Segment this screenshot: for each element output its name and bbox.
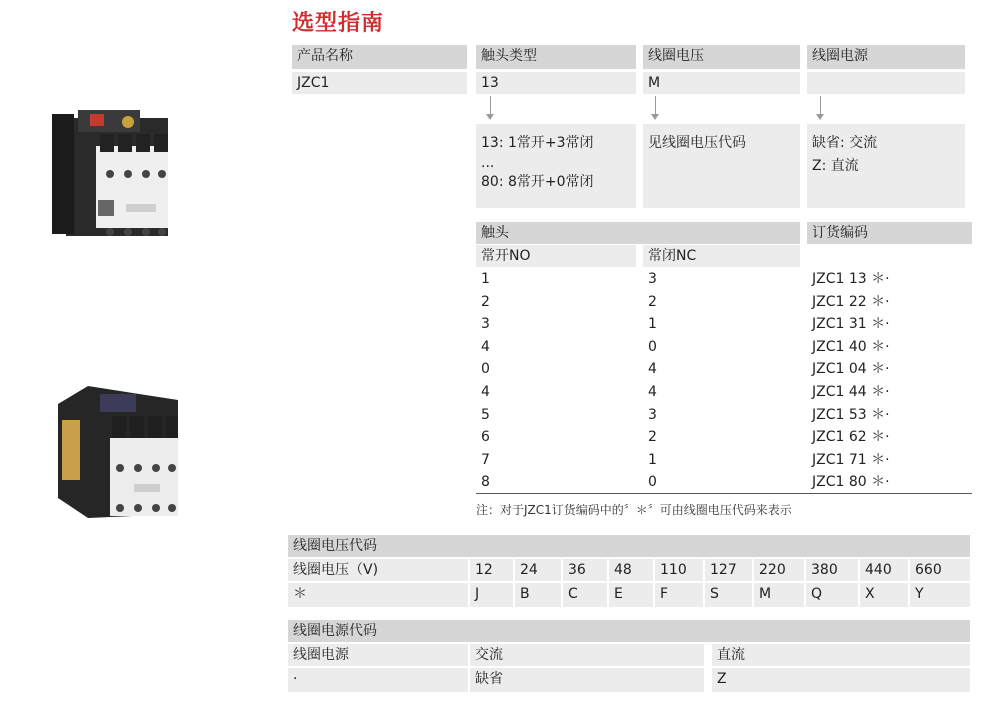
row-nc: 4 bbox=[648, 384, 657, 400]
row-no: 8 bbox=[481, 474, 490, 491]
voltage-code: J bbox=[470, 583, 513, 607]
voltage-value: 220 bbox=[754, 559, 804, 581]
order-code-note: 注：对于JZC1订货编码中的〞＊〞可由线圈电压代码来表示 bbox=[476, 503, 792, 517]
row-nc: 1 bbox=[648, 451, 657, 468]
row-no: 5 bbox=[481, 406, 490, 423]
row-no: 4 bbox=[481, 384, 490, 400]
value-product-name: JZC1 bbox=[292, 72, 467, 94]
arrow-line bbox=[655, 96, 656, 116]
row-nc: 0 bbox=[648, 338, 657, 355]
desc-voltage-line: 见线圈电压代码 bbox=[648, 135, 746, 151]
value-coil-voltage: M bbox=[643, 72, 800, 94]
nc-header: 常闭NC bbox=[643, 245, 800, 267]
voltage-code: Y bbox=[910, 583, 970, 607]
row-order-code: JZC1 31 ＊· bbox=[812, 316, 890, 333]
row-order-code: JZC1 44 ＊· bbox=[812, 384, 890, 400]
table-bottom-rule bbox=[476, 493, 972, 494]
header-coil-voltage: 线圈电压 bbox=[643, 45, 800, 69]
voltage-value: 127 bbox=[705, 559, 752, 581]
power-ac-code: 缺省 bbox=[470, 668, 704, 692]
header-contact-type: 触头类型 bbox=[476, 45, 636, 69]
row-no: 3 bbox=[481, 316, 490, 333]
desc-contact-line: ... bbox=[481, 155, 495, 171]
voltage-value: 110 bbox=[655, 559, 703, 581]
row-no: 4 bbox=[481, 338, 490, 355]
row-no: 7 bbox=[481, 451, 490, 468]
voltage-value: 48 bbox=[609, 559, 653, 581]
power-codes-title: 线圈电源代码 bbox=[288, 620, 970, 642]
voltage-code: S bbox=[705, 583, 752, 607]
page-title: 选型指南 bbox=[292, 11, 385, 36]
row-no: 0 bbox=[481, 361, 490, 378]
power-ac: 交流 bbox=[470, 644, 704, 666]
row-order-code: JZC1 40 ＊· bbox=[812, 338, 890, 355]
row-no: 2 bbox=[481, 293, 490, 310]
voltage-code: Q bbox=[806, 583, 858, 607]
voltage-code: C bbox=[563, 583, 607, 607]
voltage-value: 660 bbox=[910, 559, 970, 581]
arrow-line bbox=[820, 96, 821, 116]
desc-contact-line: 13: 1常开+3常闭 bbox=[481, 135, 594, 151]
header-product-name: 产品名称 bbox=[292, 45, 467, 69]
row-nc: 4 bbox=[648, 361, 657, 378]
arrow-down-icon bbox=[651, 114, 659, 120]
power-row-label: 线圈电源 bbox=[288, 644, 468, 666]
row-nc: 0 bbox=[648, 474, 657, 491]
row-nc: 2 bbox=[648, 429, 657, 446]
voltage-value: 440 bbox=[860, 559, 908, 581]
voltage-value: 12 bbox=[470, 559, 513, 581]
arrow-down-icon bbox=[816, 114, 824, 120]
row-order-code: JZC1 71 ＊· bbox=[812, 451, 890, 468]
desc-contact-line: 80: 8常开+0常闭 bbox=[481, 174, 594, 190]
contactor-photo-front bbox=[48, 108, 178, 246]
row-order-code: JZC1 80 ＊· bbox=[812, 474, 890, 491]
row-no: 1 bbox=[481, 271, 490, 287]
value-contact-type: 13 bbox=[476, 72, 636, 94]
desc-contact-type bbox=[476, 124, 636, 208]
voltage-code: F bbox=[655, 583, 703, 607]
no-header: 常开NO bbox=[476, 245, 636, 267]
row-nc: 2 bbox=[648, 293, 657, 310]
contacts-group-header: 触头 bbox=[476, 222, 800, 244]
voltage-row-label: 线圈电压（V) bbox=[288, 559, 468, 581]
voltage-value: 380 bbox=[806, 559, 858, 581]
row-order-code: JZC1 53 ＊· bbox=[812, 406, 890, 423]
row-order-code: JZC1 22 ＊· bbox=[812, 293, 890, 310]
row-nc: 3 bbox=[648, 271, 657, 287]
power-dc-code: Z bbox=[712, 668, 970, 692]
voltage-codes-title: 线圈电压代码 bbox=[288, 535, 970, 557]
power-code-label: · bbox=[288, 668, 468, 692]
row-order-code: JZC1 13 ＊· bbox=[812, 271, 890, 287]
row-nc: 1 bbox=[648, 316, 657, 333]
order-code-header: 订货编码 bbox=[807, 222, 972, 244]
voltage-value: 36 bbox=[563, 559, 607, 581]
row-order-code: JZC1 62 ＊· bbox=[812, 429, 890, 446]
desc-power-line: 缺省: 交流 bbox=[812, 135, 878, 151]
value-coil-power bbox=[807, 72, 965, 94]
voltage-code: X bbox=[860, 583, 908, 607]
row-nc: 3 bbox=[648, 406, 657, 423]
voltage-value: 24 bbox=[515, 559, 561, 581]
desc-coil-voltage bbox=[643, 124, 800, 208]
row-no: 6 bbox=[481, 429, 490, 446]
desc-coil-power bbox=[807, 124, 965, 208]
voltage-code: B bbox=[515, 583, 561, 607]
contactor-photo-angled bbox=[48, 380, 182, 520]
arrow-line bbox=[490, 96, 491, 116]
code-row-label: ＊ bbox=[288, 583, 468, 607]
header-coil-power: 线圈电源 bbox=[807, 45, 965, 69]
desc-power-line: Z: 直流 bbox=[812, 158, 859, 174]
voltage-code: M bbox=[754, 583, 804, 607]
row-order-code: JZC1 04 ＊· bbox=[812, 361, 890, 378]
arrow-down-icon bbox=[486, 114, 494, 120]
voltage-code: E bbox=[609, 583, 653, 607]
power-dc: 直流 bbox=[712, 644, 970, 666]
